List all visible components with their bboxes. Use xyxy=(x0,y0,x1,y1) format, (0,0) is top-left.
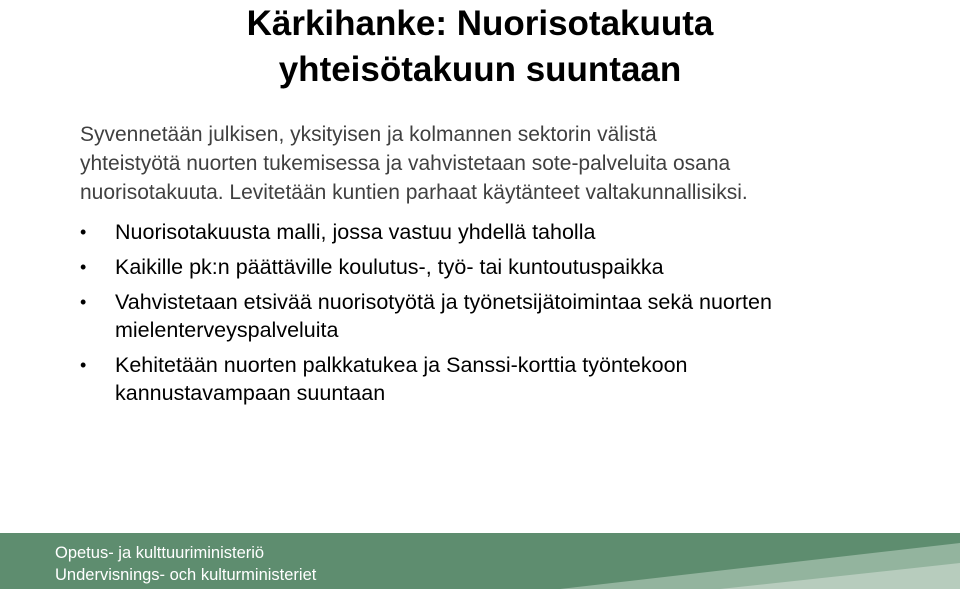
bullet-text: Vahvistetaan etsivää nuorisotyötä ja työnetsijätoimintaa sekä nuorten xyxy=(115,290,772,314)
bullet-dot-icon: • xyxy=(80,355,87,375)
bullet-dot-icon: • xyxy=(80,292,87,312)
intro-line-3: nuorisotakuuta. Levitetään kuntien parhaat käytänteet valtakunnallisiksi. xyxy=(80,181,748,204)
bullet-text: Nuorisotakuusta malli, jossa vastuu yhdellä taholla xyxy=(115,220,596,244)
ministry-name-swedish: Undervisnings- och kulturministeriet xyxy=(55,566,317,584)
bullet-text: Kehitetään nuorten palkkatukea ja Sanssi-korttia työntekoon xyxy=(115,353,688,377)
intro-line-1: Syvennetään julkisen, yksityisen ja kolmannen sektorin välistä xyxy=(80,123,657,146)
bullet-item xyxy=(80,288,940,344)
bullet-item xyxy=(80,218,940,246)
bullet-item xyxy=(80,351,940,407)
ministry-name-finnish: Opetus- ja kulttuuriministeriö xyxy=(55,544,265,562)
slide-title xyxy=(0,0,960,93)
bullet-list xyxy=(80,218,940,414)
bullet-dot-icon: • xyxy=(80,222,87,242)
intro-paragraph xyxy=(80,120,940,207)
bullet-text: Kaikille pk:n päättäville koulutus-, työ- tai kuntoutuspaikka xyxy=(115,255,664,279)
slide-title-line-1: Kärkihanke: Nuorisotakuuta xyxy=(246,4,714,43)
slide-title-line-2: yhteisötakuun suuntaan xyxy=(278,50,682,89)
bullet-dot-icon: • xyxy=(80,257,87,277)
ministry-name xyxy=(55,542,316,586)
bullet-text-continued: mielenterveyspalveluita xyxy=(115,318,339,342)
bullet-text-continued: kannustavampaan suuntaan xyxy=(115,381,386,405)
intro-line-2: yhteistyötä nuorten tukemisessa ja vahvistetaan sote-palveluita osana xyxy=(80,152,731,175)
ministry-footer-banner xyxy=(0,533,960,589)
bullet-item xyxy=(80,253,940,281)
